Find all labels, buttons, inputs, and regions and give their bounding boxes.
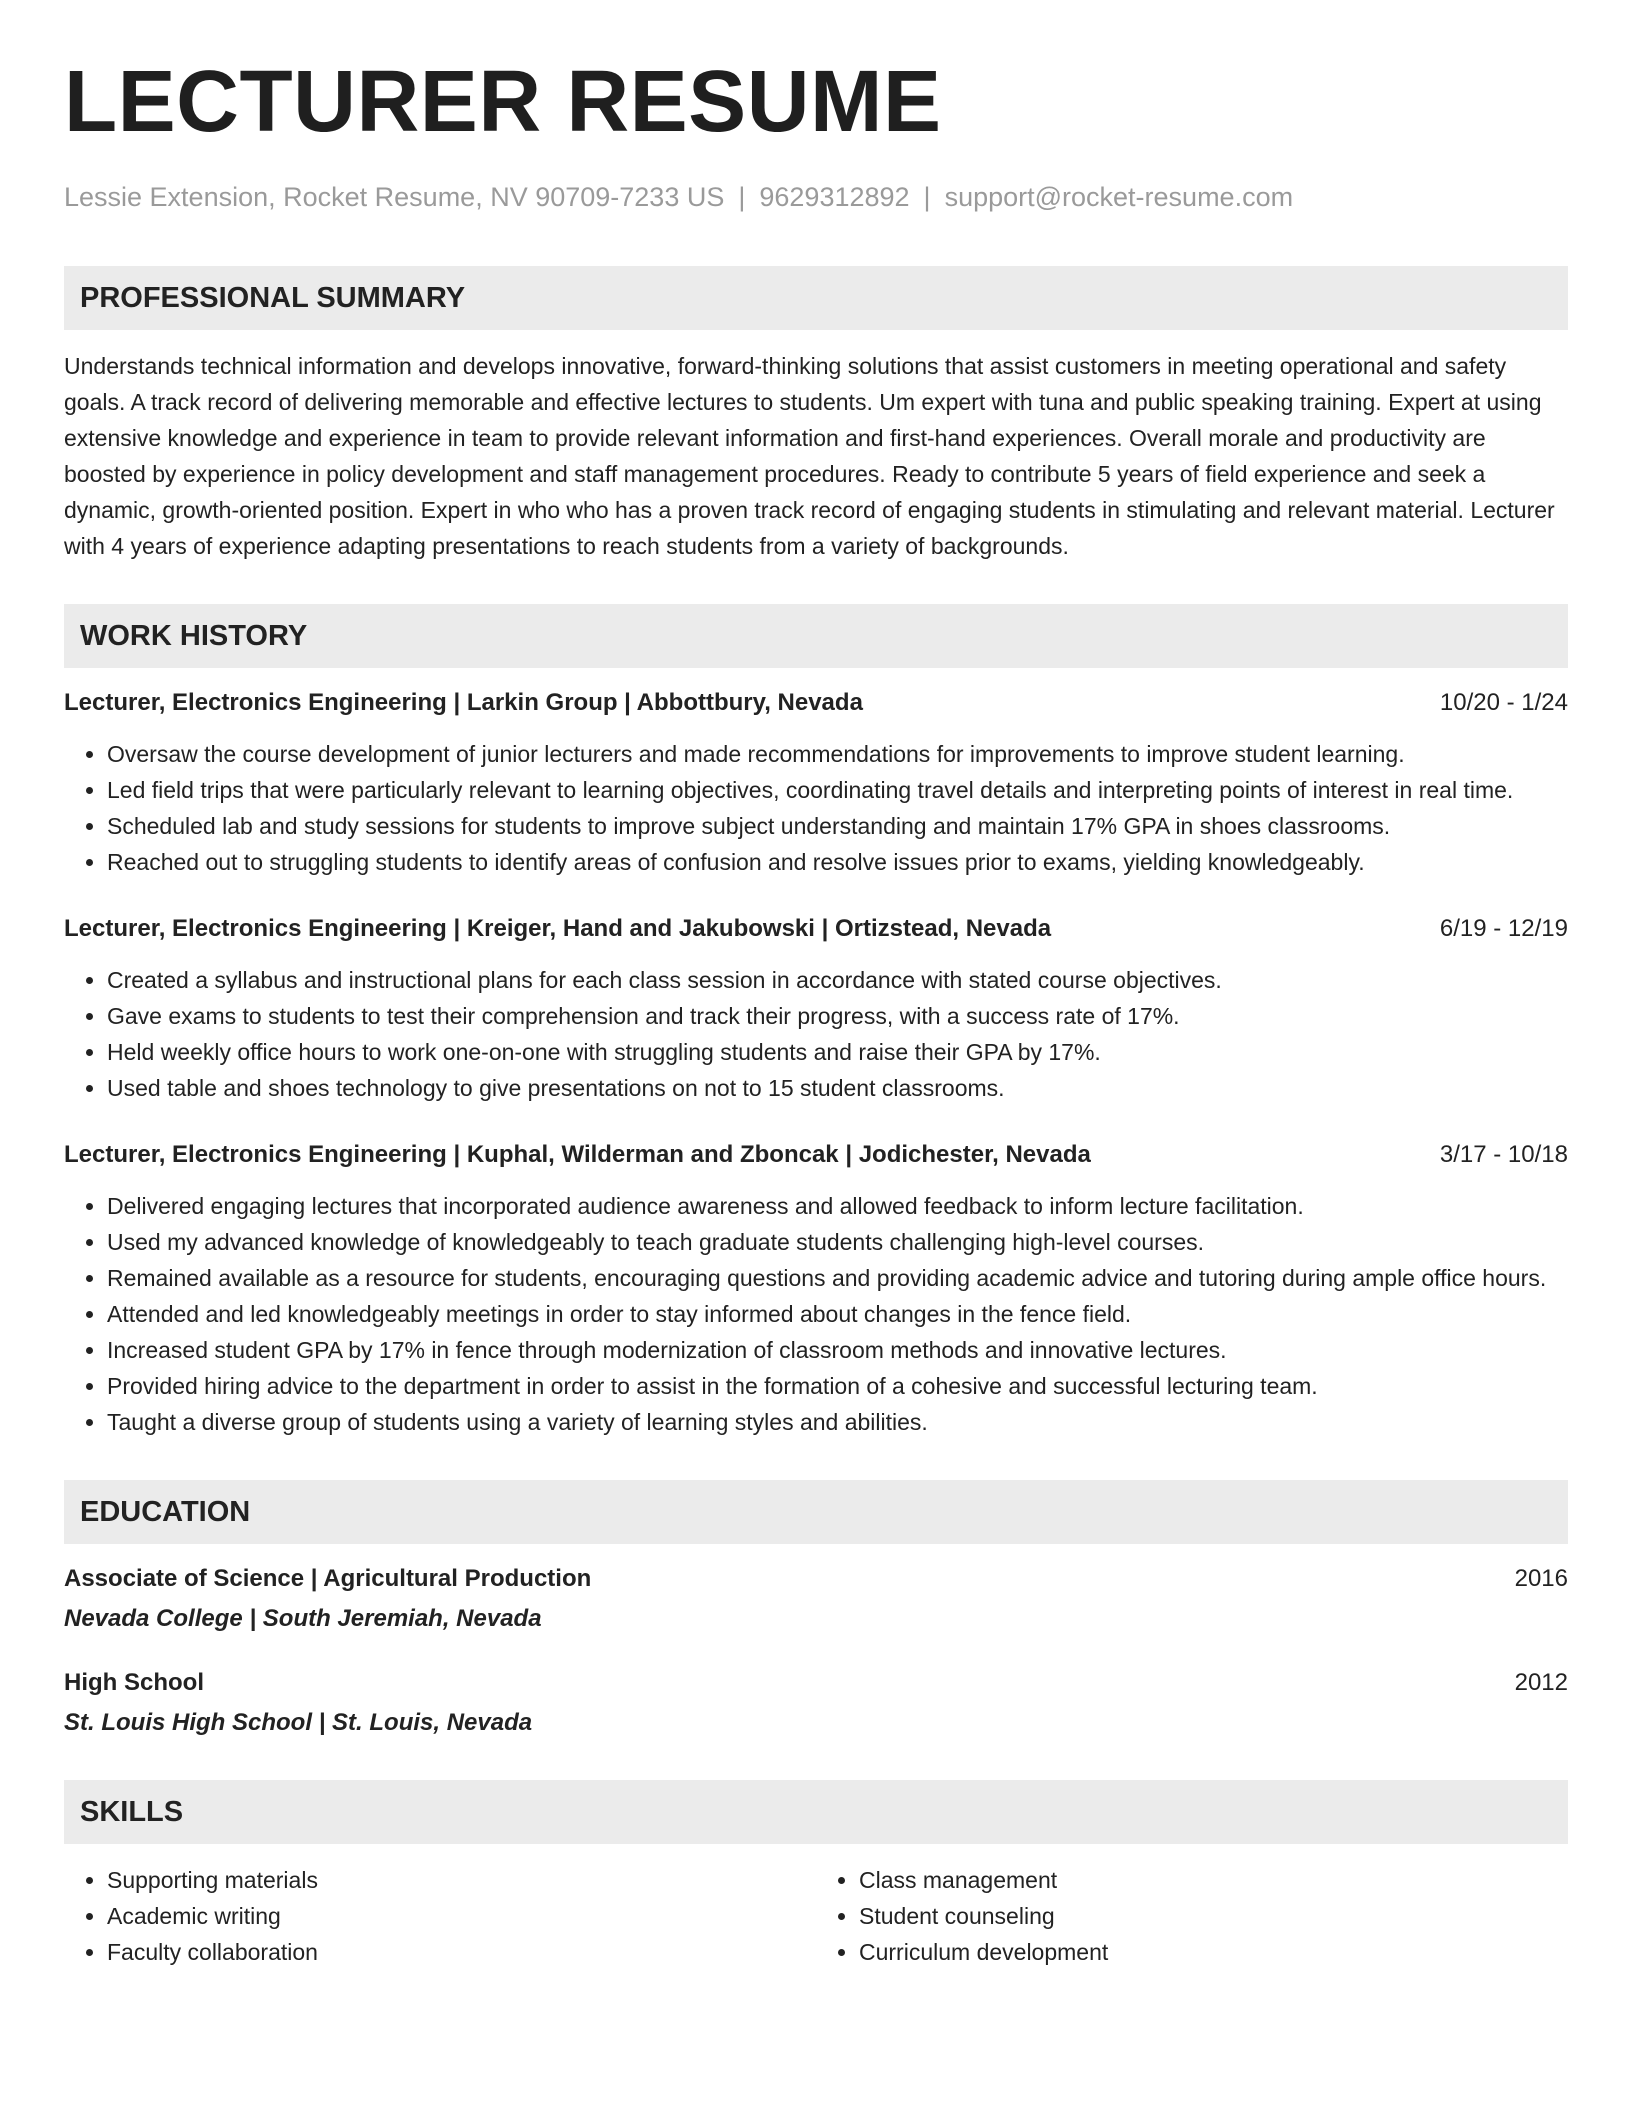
job-header [64,912,1568,946]
job-bullet: • Provided hiring advice to the department in order to assist in the formation of a cohesive and successful lecturing team. [107,1368,1568,1404]
job-bullet: • Oversaw the course development of junior lecturers and made recommendations for improvements to improve student learning. [107,736,1568,772]
job-title: Lecturer, Electronics Engineering | Kuphal, Wilderman and Zboncak | Jodichester, Nevada [64,1141,1091,1168]
job-header [64,686,1568,720]
education-entry [64,1562,1568,1636]
job-bullet: • Used my advanced knowledge of knowledgeably to teach graduate students challenging high-level courses. [107,1224,1568,1260]
section-header-work-history: WORK HISTORY [64,604,1568,668]
education-degree: High School [64,1669,204,1696]
skills-column-left [64,1862,816,1970]
education-year: 2016 [1514,1565,1568,1592]
job-bullet: • Delivered engaging lectures that incorporated audience awareness and allowed feedback to inform lecture facilitation. [107,1188,1568,1224]
skill-item: • Academic writing [107,1898,816,1934]
job-bullet: • Scheduled lab and study sessions for students to improve subject understanding and maintain 17% GPA in shoes classrooms. [107,808,1568,844]
job-bullet: • Taught a diverse group of students using a variety of learning styles and abilities. [107,1404,1568,1440]
job-entry [64,912,1568,1106]
skills-column-right [816,1862,1568,1970]
contact-separator: | [923,182,931,212]
job-bullet: • Created a syllabus and instructional plans for each class session in accordance with stated course objectives. [107,962,1568,998]
education-header [64,1666,1568,1700]
education-school: St. Louis High School | St. Louis, Nevada [64,1709,533,1736]
section-header-skills: SKILLS [64,1780,1568,1844]
summary-text: Understands technical information and develops innovative, forward-thinking solutions that assist customers in meeting operational and safety goals. A track record of delivering memorable and effective lectures to students. Um expert with tuna and public speaking training. Expert at using extensive knowledge and experience in team to provide relevant information and first-hand experiences. Overall morale and productivity are boosted by experience in policy development and staff management procedures. Ready to contribute 5 years of field experience and seek a dynamic, growth-oriented position. Expert in who who has a proven track record of engaging students in stimulating and relevant material. Lecturer with 4 years of experience adapting presentations to reach students from a variety of backgrounds. [64,353,1555,559]
education-year: 2012 [1514,1669,1568,1696]
job-bullets [64,1188,1568,1440]
job-title: Lecturer, Electronics Engineering | Larkin Group | Abbottbury, Nevada [64,689,863,716]
section-header-summary: PROFESSIONAL SUMMARY [64,266,1568,330]
skills-list [64,1862,1568,1970]
job-bullet: • Increased student GPA by 17% in fence through modernization of classroom methods and innovative lectures. [107,1332,1568,1368]
job-header [64,1138,1568,1172]
skill-item: • Supporting materials [107,1862,816,1898]
skill-item: • Student counseling [859,1898,1568,1934]
contact-address: Lessie Extension, Rocket Resume, NV 90709-7233 US [64,182,725,212]
contact-separator: | [738,182,746,212]
job-entry [64,686,1568,880]
section-header-education: EDUCATION [64,1480,1568,1544]
job-bullet: • Used table and shoes technology to give presentations on not to 15 student classrooms. [107,1070,1568,1106]
contact-phone: 9629312892 [759,182,910,212]
job-dates: 10/20 - 1/24 [1439,689,1568,716]
job-bullet: • Reached out to struggling students to identify areas of confusion and resolve issues prior to exams, yielding knowledgeably. [107,844,1568,880]
contact-email: support@rocket-resume.com [944,182,1294,212]
job-bullet: • Held weekly office hours to work one-on-one with struggling students and raise their GPA by 17%. [107,1034,1568,1070]
job-title: Lecturer, Electronics Engineering | Kreiger, Hand and Jakubowski | Ortizstead, Nevada [64,915,1052,942]
job-bullets [64,736,1568,880]
education-entry [64,1666,1568,1740]
skill-item: • Curriculum development [859,1934,1568,1970]
job-dates: 3/17 - 10/18 [1439,1141,1568,1168]
job-dates: 6/19 - 12/19 [1439,915,1568,942]
education-degree: Associate of Science | Agricultural Production [64,1565,592,1592]
job-bullet: • Remained available as a resource for students, encouraging questions and providing academic advice and tutoring during ample office hours. [107,1260,1568,1296]
job-entry [64,1138,1568,1440]
job-bullet: • Attended and led knowledgeably meetings in order to stay informed about changes in the fence field. [107,1296,1568,1332]
contact-line [64,180,1568,214]
job-bullet: • Led field trips that were particularly relevant to learning objectives, coordinating travel details and interpreting points of interest in real time. [107,772,1568,808]
skill-item: • Faculty collaboration [107,1934,816,1970]
resume-title: LECTURER RESUME [64,53,942,150]
job-bullets [64,962,1568,1106]
education-school: Nevada College | South Jeremiah, Nevada [64,1605,542,1632]
skill-item: • Class management [859,1862,1568,1898]
job-bullet: • Gave exams to students to test their comprehension and track their progress, with a success rate of 17%. [107,998,1568,1034]
education-header [64,1562,1568,1596]
